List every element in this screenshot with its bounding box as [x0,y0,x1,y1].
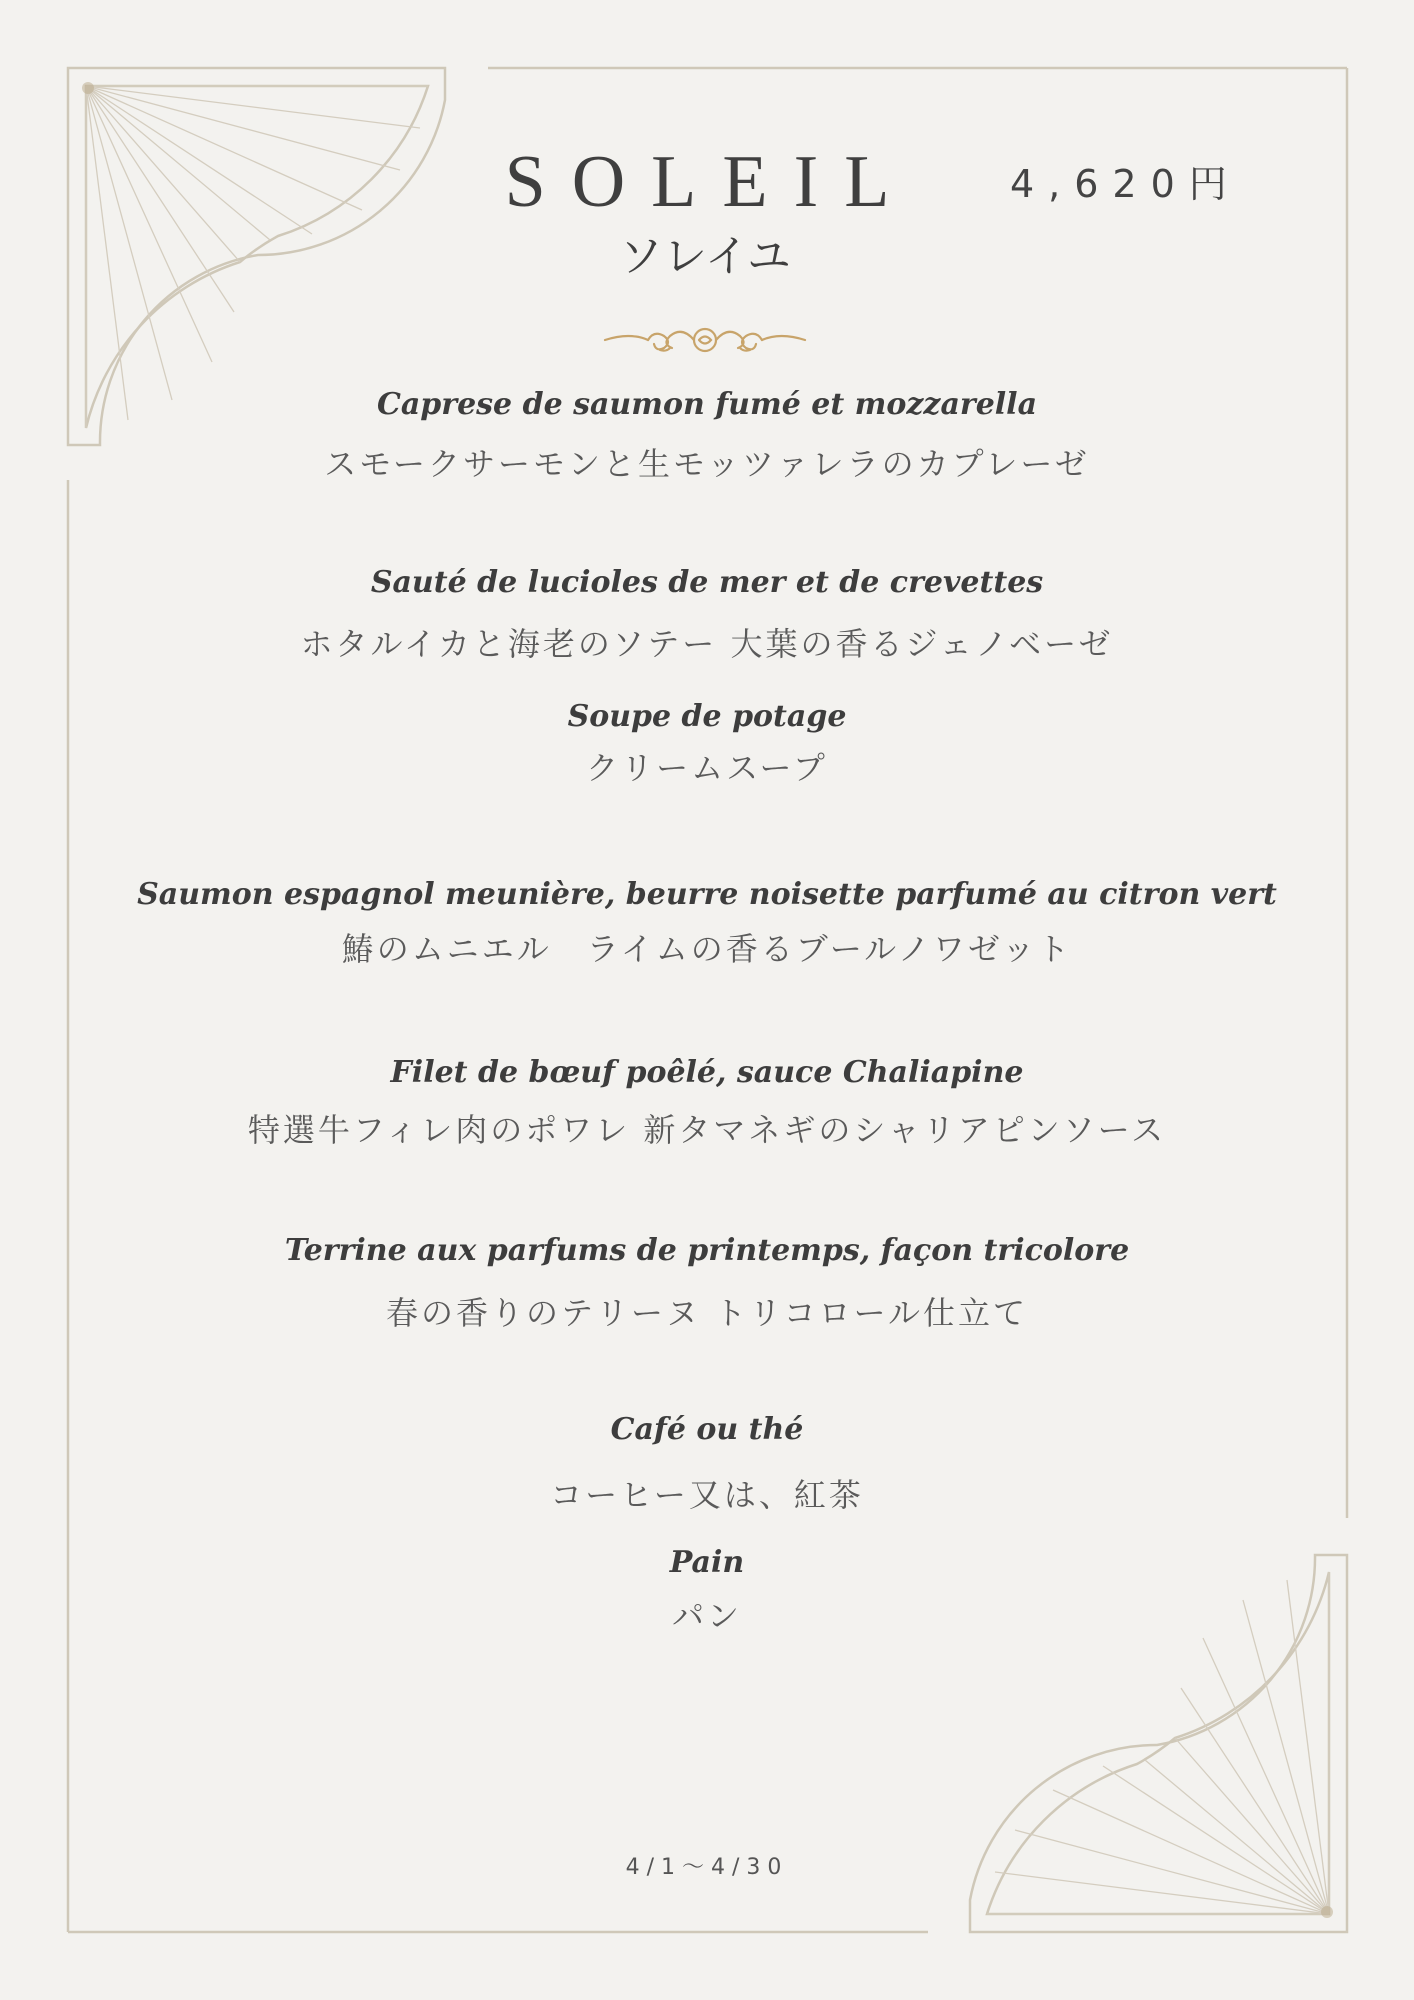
course-2-name-fr: Sauté de lucioles de mer et de crevettes [370,565,1044,600]
course-3-name-fr: Soupe de potage [567,699,847,734]
course-8-name-ja: パン [671,1597,742,1635]
course-price: 4,620円 [1010,162,1241,206]
course-2-name-ja: ホタルイカと海老のソテー 大葉の香るジェノベーゼ [300,625,1114,663]
course-5-name-fr: Filet de bœuf poêlé, sauce Chaliapine [390,1055,1024,1090]
course-8-name-fr: Pain [669,1545,745,1580]
course-3-name-ja: クリームスープ [586,749,828,787]
course-4-name-ja: 鰆のムニエル ライムの香るブールノワゼット [341,930,1073,968]
course-6-name-ja: 春の香りのテリーヌ トリコロール仕立て [386,1294,1028,1332]
course-1-name-fr: Caprese de saumon fumé et mozzarella [376,387,1038,422]
restaurant-title: SOLEIL [504,141,916,223]
course-7-name-fr: Café ou thé [610,1412,804,1447]
course-7-name-ja: コーヒー又は、紅茶 [550,1476,864,1514]
course-5-name-ja: 特選牛フィレ肉のポワレ 新タマネギのシャリアピンソース [247,1111,1167,1149]
course-4-name-fr: Saumon espagnol meunière, beurre noisette parfumé au citron vert [137,877,1277,912]
restaurant-title-japanese: ソレイユ [618,231,792,282]
course-6-name-fr: Terrine aux parfums de printemps, façon tricolore [284,1233,1130,1268]
menu-validity-dates: 4/1～4/30 [625,1855,789,1880]
course-1-name-ja: スモークサーモンと生モッツァレラのカプレーゼ [324,445,1090,483]
